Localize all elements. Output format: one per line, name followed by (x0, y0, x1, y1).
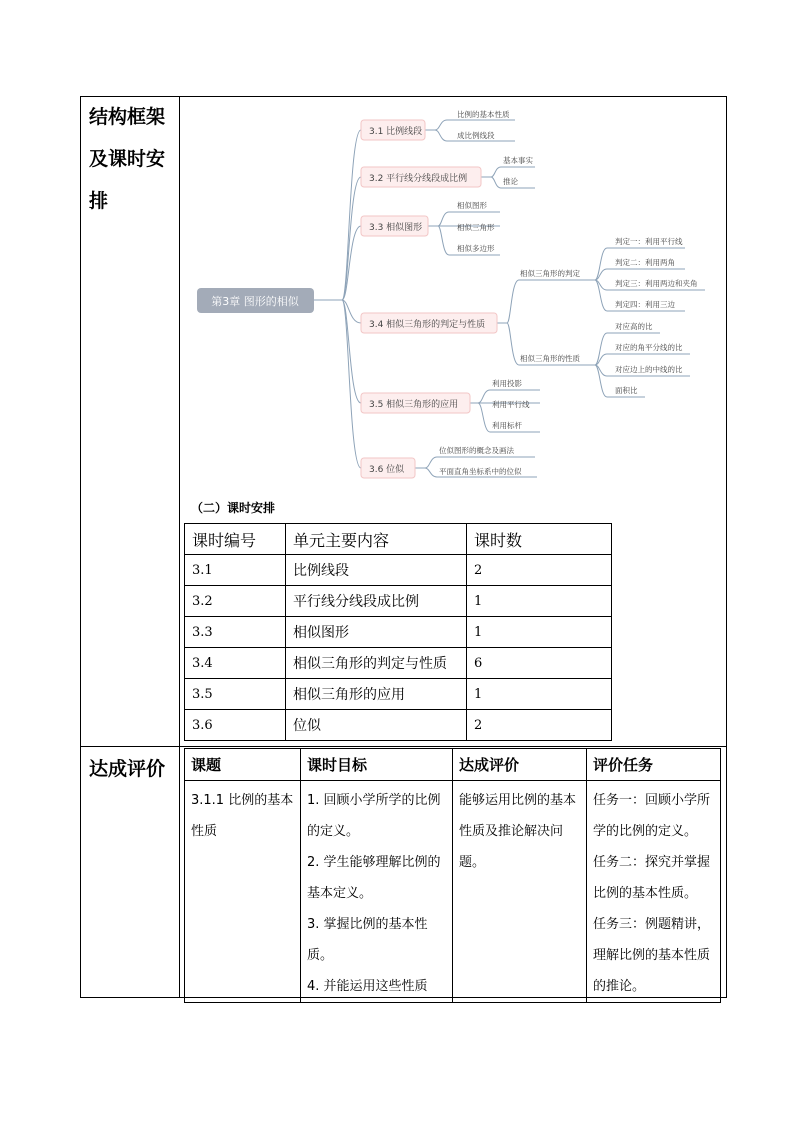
evaluation-label: 达成评价 (89, 758, 166, 780)
table-row (185, 555, 612, 586)
mindmap-leaf-label: 利用平行线 (492, 400, 530, 409)
mindmap-leaf-label: 成比例线段 (457, 131, 495, 140)
mindmap-leaf-label: 对应的角平分线的比 (615, 343, 683, 352)
lesson-id-cell: 3.3 (185, 617, 286, 648)
evaluation-table (184, 748, 721, 1003)
structure-label-line: 结构框架 (89, 106, 166, 128)
content-cell: 相似图形 (286, 617, 467, 648)
structure-label-line: 排 (89, 190, 109, 212)
mindmap-leaf-label: 相似三角形 (457, 223, 495, 232)
mindmap-root-label: 第3章 图形的相似 (211, 295, 299, 308)
mindmap-connector (595, 354, 690, 365)
table-row (185, 586, 612, 617)
goal-item: 3. 掌握比例的基本性质。 (307, 917, 428, 963)
mindmap-branch-label: 3.3 相似图形 (369, 223, 423, 233)
mindmap-leaf-label: 面积比 (615, 386, 638, 395)
table-row (185, 617, 612, 648)
mindmap-leaf-label: 对应高的比 (615, 322, 653, 331)
mindmap-leaf-label: 判定三：利用两边和夹角 (615, 279, 698, 288)
lesson-id-cell: 3.2 (185, 586, 286, 617)
mindmap-branch-label: 3.6 位似 (369, 465, 405, 475)
hours-cell: 1 (467, 586, 612, 617)
table-row (185, 679, 612, 710)
schedule-table (184, 523, 612, 741)
mindmap-leaf-label: 位似图形的概念及画法 (439, 446, 514, 455)
task-item: 任务三：例题精讲，理解比例的基本性质的推论。 (593, 917, 711, 994)
mindmap-leaf-label: 比例的基本性质 (457, 110, 510, 119)
goal-item: 4. 并能运用这些性质 (307, 979, 428, 994)
content-cell: 相似三角形的应用 (286, 679, 467, 710)
tasks-cell (587, 781, 721, 1003)
mindmap-connector (481, 167, 535, 177)
hours-cell: 6 (467, 648, 612, 679)
lesson-id-cell: 3.6 (185, 710, 286, 741)
mindmap-leaf-label: 判定四：利用三边 (615, 300, 675, 309)
hours-cell: 2 (467, 710, 612, 741)
content-cell: 比例线段 (286, 555, 467, 586)
mindmap-leaf-label: 对应边上的中线的比 (615, 365, 683, 374)
mindmap-leaf-label: 判定二：利用两角 (615, 258, 675, 267)
table-header-row (185, 524, 612, 555)
hours-cell: 1 (467, 617, 612, 648)
mindmap-branch-label: 3.5 相似三角形的应用 (369, 400, 459, 410)
header-cell: 课时数 (467, 524, 612, 555)
task-item: 任务一：回顾小学所学的比例的定义。 (593, 793, 711, 839)
mindmap-leaf-label: 判定一：利用平行线 (615, 237, 683, 246)
column-divider (179, 96, 180, 998)
mindmap-leaf-label: 平面直角坐标系中的位似 (439, 467, 522, 476)
hours-cell: 2 (467, 555, 612, 586)
task-item: 任务二：探究并掌握比例的基本性质。 (593, 855, 711, 901)
mindmap-leaf-label: 利用标杆 (492, 421, 522, 430)
hours-cell: 1 (467, 679, 612, 710)
mindmap-leaf-label: 利用投影 (492, 379, 522, 388)
header-cell: 单元主要内容 (286, 524, 467, 555)
lesson-id-cell: 3.1 (185, 555, 286, 586)
lesson-id-cell: 3.4 (185, 648, 286, 679)
mindmap-connector (497, 280, 595, 323)
mindmap-subgroup-label: 相似三角形的性质 (520, 354, 580, 363)
row-divider (80, 746, 727, 747)
header-cell: 课时编号 (185, 524, 286, 555)
goals-cell (301, 781, 453, 1003)
goal-item: 1. 回顾小学所学的比例的定义。 (307, 793, 441, 839)
mindmap-branch-label: 3.2 平行线分线段成比例 (369, 174, 468, 184)
mindmap-leaf-label: 相似多边形 (457, 244, 495, 253)
schedule-title: （二）课时安排 (191, 501, 276, 515)
table-row (185, 710, 612, 741)
mindmap-connector (342, 300, 361, 468)
mindmap-diagram (185, 100, 720, 485)
table-row (185, 648, 612, 679)
header-cell: 评价任务 (587, 749, 721, 781)
mindmap-subgroup-label: 相似三角形的判定 (520, 269, 580, 278)
content-cell: 平行线分线段成比例 (286, 586, 467, 617)
lesson-id-cell: 3.5 (185, 679, 286, 710)
assessment-cell: 能够运用比例的基本性质及推论解决问题。 (453, 781, 587, 1003)
table-row (185, 781, 721, 1003)
content-cell: 位似 (286, 710, 467, 741)
structure-label (89, 96, 173, 222)
mindmap-branch-label: 3.1 比例线段 (369, 127, 423, 137)
mindmap-leaf-label: 基本事实 (503, 156, 533, 165)
header-cell: 达成评价 (453, 749, 587, 781)
mindmap-connector (425, 120, 515, 130)
mindmap-leaf-label: 相似图形 (457, 201, 487, 210)
mindmap-branch-label: 3.4 相似三角形的判定与性质 (369, 320, 486, 330)
content-cell: 相似三角形的判定与性质 (286, 648, 467, 679)
mindmap-connector (342, 177, 361, 300)
goal-item: 2. 学生能够理解比例的基本定义。 (307, 855, 441, 901)
header-cell: 课题 (185, 749, 301, 781)
topic-cell: 3.1.1 比例的基本性质 (185, 781, 301, 1003)
header-cell: 课时目标 (301, 749, 453, 781)
mindmap-leaf-label: 推论 (503, 177, 518, 186)
table-header-row (185, 749, 721, 781)
structure-label-line: 及课时安 (89, 148, 166, 170)
